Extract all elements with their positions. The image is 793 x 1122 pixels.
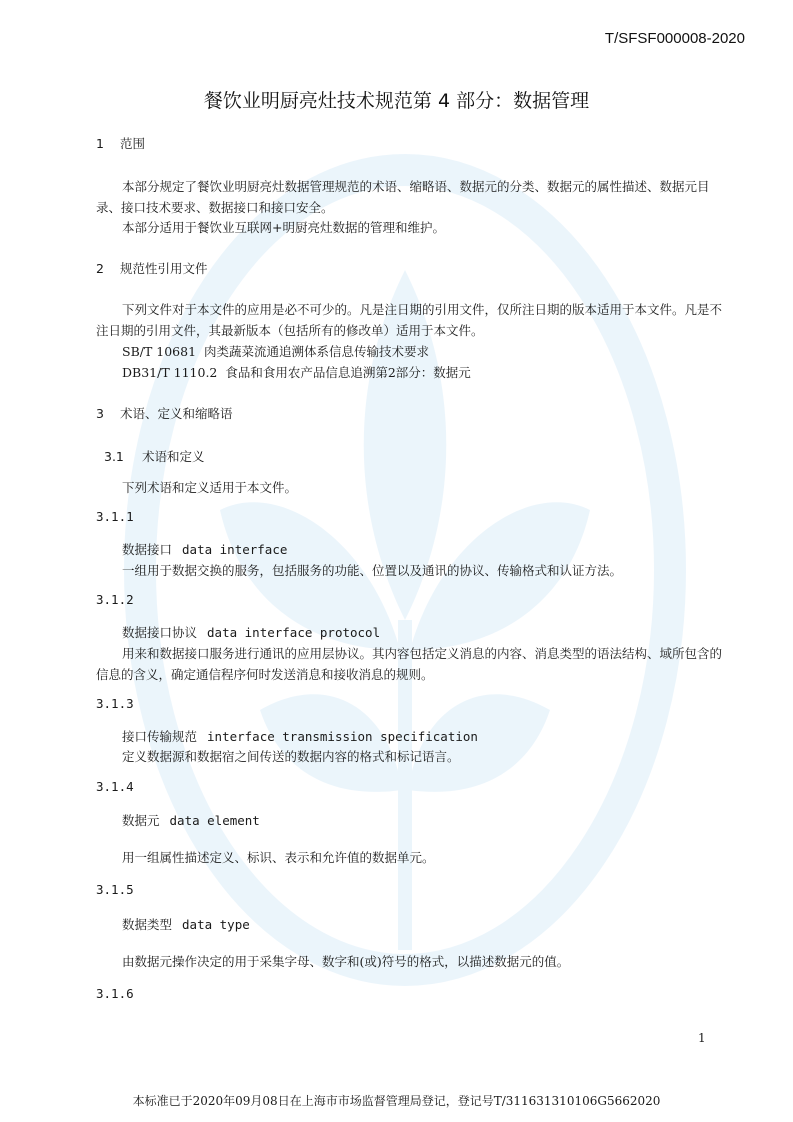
term-number: 3.1.2 bbox=[96, 592, 134, 607]
term-en: data interface protocol bbox=[207, 625, 381, 640]
term-zh: 接口传输规范 bbox=[122, 729, 198, 744]
section-1-heading bbox=[96, 134, 145, 152]
section-title: 范围 bbox=[119, 136, 145, 151]
term-definition: 一组用于数据交换的服务，包括服务的功能、位置以及通讯的协议、传输格式和认证方法。 bbox=[122, 563, 623, 578]
term-heading bbox=[122, 540, 287, 558]
scope-paragraph-1: 本部分规定了餐饮业明厨亮灶数据管理规范的术语、缩略语、数据元的分类、数据元的属性描述、数据元目录、接口技术要求、数据接口和接口安全。 bbox=[96, 179, 710, 215]
subsection-title: 术语和定义 bbox=[141, 449, 205, 464]
term-zh: 数据接口协议 bbox=[122, 625, 198, 640]
term-zh: 数据元 bbox=[122, 813, 160, 828]
section-number: 1 bbox=[96, 136, 104, 151]
term-en: data interface bbox=[182, 542, 288, 557]
term-zh: 数据接口 bbox=[122, 542, 173, 557]
section-3-heading bbox=[96, 404, 233, 422]
term-definition: 由数据元操作决定的用于采集字母、数字和(或)符号的格式，以描述数据元的值。 bbox=[122, 954, 570, 969]
term-heading bbox=[122, 623, 380, 641]
registration-footer: 本标准已于2020年09月08日在上海市市场监督管理局登记，登记号T/311631310106G5662020 bbox=[132, 1094, 661, 1108]
document-code: T/SFSF000008-2020 bbox=[604, 30, 745, 47]
term-en: data type bbox=[182, 917, 250, 932]
term-zh: 数据类型 bbox=[122, 917, 173, 932]
normative-refs-paragraph: 下列文件对于本文件的应用是必不可少的。凡是注日期的引用文件，仅所注日期的版本适用于本文件。凡是不注日期的引用文件，其最新版本（包括所有的修改单）适用于本文件。 bbox=[96, 302, 723, 338]
term-number: 3.1.4 bbox=[96, 779, 134, 794]
term-heading bbox=[122, 811, 260, 829]
terms-intro: 下列术语和定义适用于本文件。 bbox=[122, 480, 298, 495]
term-en: data element bbox=[169, 813, 260, 828]
term-en: interface transmission specification bbox=[207, 729, 478, 744]
section-2-heading bbox=[96, 259, 208, 277]
section-title: 规范性引用文件 bbox=[119, 261, 208, 276]
reference-item: DB31/T 1110.2 食品和食用农产品信息追溯第2部分：数据元 bbox=[122, 365, 471, 380]
term-definition: 用一组属性描述定义、标识、表示和允许值的数据单元。 bbox=[122, 850, 435, 865]
term-heading bbox=[122, 727, 478, 745]
subsection-number: 3.1 bbox=[104, 449, 124, 464]
term-number: 3.1.3 bbox=[96, 696, 134, 711]
document-title: 餐饮业明厨亮灶技术规范第 4 部分：数据管理 bbox=[203, 90, 590, 112]
term-number: 3.1.5 bbox=[96, 882, 134, 897]
watermark-logo bbox=[110, 150, 700, 1020]
page-number: 1 bbox=[698, 1031, 706, 1045]
section-title: 术语、定义和缩略语 bbox=[119, 406, 233, 421]
term-definition: 定义数据源和数据宿之间传送的数据内容的格式和标记语言。 bbox=[122, 749, 460, 764]
subsection-3-1-heading bbox=[104, 447, 205, 465]
term-number: 3.1.6 bbox=[96, 986, 134, 1001]
term-heading bbox=[122, 915, 250, 933]
term-number: 3.1.1 bbox=[96, 509, 134, 524]
section-number: 2 bbox=[96, 261, 104, 276]
term-definition: 用来和数据接口服务进行通讯的应用层协议。其内容包括定义消息的内容、消息类型的语法结构、域所包含的信息的含义，确定通信程序何时发送消息和接收消息的规则。 bbox=[96, 646, 723, 682]
section-number: 3 bbox=[96, 406, 104, 421]
scope-paragraph-2: 本部分适用于餐饮业互联网+明厨亮灶数据的管理和维护。 bbox=[122, 220, 445, 235]
reference-item: SB/T 10681 肉类蔬菜流通追溯体系信息传输技术要求 bbox=[122, 344, 429, 359]
